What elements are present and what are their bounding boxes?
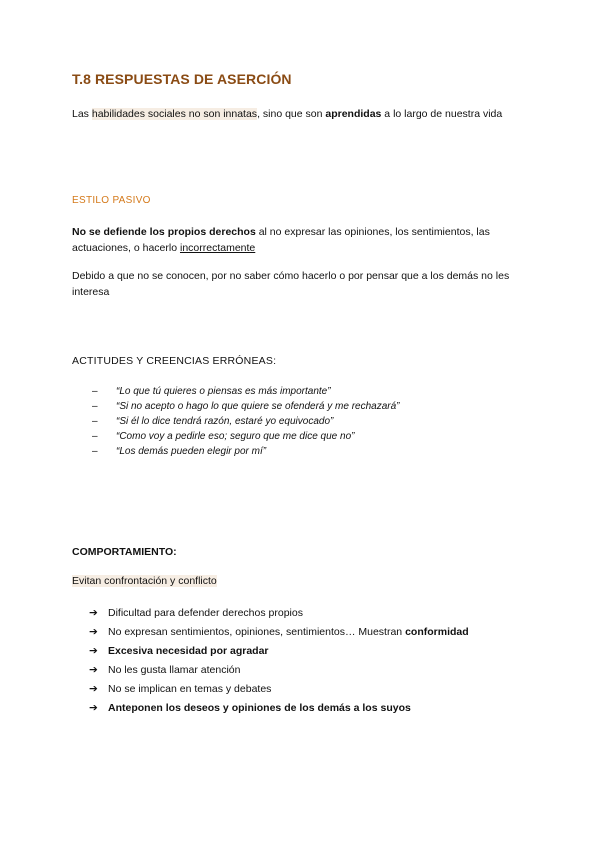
behavior-text: No les gusta llamar atención (108, 664, 241, 676)
attitude-quote: “Si él lo dice tendrá razón, estaré yo equivocado” (116, 416, 334, 427)
behavior-list (89, 604, 469, 718)
attitudes-list (92, 384, 400, 459)
attitude-quote: “Como voy a pedirle eso; seguro que me dice que no” (116, 431, 355, 442)
arrow-icon: ➔ (89, 683, 98, 695)
behavior-heading: COMPORTAMIENTO: (72, 546, 177, 558)
list-item (89, 604, 469, 623)
section-title: ESTILO PASIVO (72, 195, 151, 206)
list-item (92, 414, 400, 429)
intro-highlight: habilidades sociales no son innatas (91, 108, 258, 120)
dash-marker: – (92, 431, 98, 442)
behavior-text: No se implican en temas y debates (108, 683, 272, 695)
definition-underlined: incorrectamente (179, 242, 256, 254)
arrow-icon: ➔ (89, 607, 98, 619)
intro-paragraph (72, 108, 502, 120)
intro-pre: Las (72, 108, 92, 120)
list-item (92, 444, 400, 459)
attitude-quote: “Los demás pueden elegir por mí” (116, 446, 267, 457)
intro-bold: aprendidas (325, 108, 382, 120)
arrow-icon: ➔ (89, 702, 98, 714)
definition-paragraph (72, 224, 532, 256)
dash-marker: – (92, 401, 98, 412)
attitudes-heading: ACTITUDES Y CREENCIAS ERRÓNEAS: (72, 355, 277, 367)
arrow-icon: ➔ (89, 645, 98, 657)
dash-marker: – (92, 416, 98, 427)
behavior-bold: conformidad (405, 626, 469, 638)
list-item (92, 399, 400, 414)
arrow-icon: ➔ (89, 626, 98, 638)
list-item (89, 661, 469, 680)
list-item (92, 384, 400, 399)
behavior-bold: Anteponen los deseos y opiniones de los demás a los suyos (108, 702, 411, 714)
list-item (89, 699, 469, 718)
list-item (92, 429, 400, 444)
attitude-quote: “Lo que tú quieres o piensas es más importante” (116, 386, 331, 397)
behavior-text: No expresan sentimientos, opiniones, sentimientos… Muestran (108, 626, 406, 638)
intro-mid: , sino que son (257, 108, 326, 120)
behavior-bold: Excesiva necesidad por agradar (108, 645, 269, 657)
list-item (89, 642, 469, 661)
behavior-subheading (72, 575, 217, 587)
dash-marker: – (92, 386, 98, 397)
list-item (89, 680, 469, 699)
list-item (89, 623, 469, 642)
cause-paragraph: Debido a que no se conocen, por no saber cómo hacerlo o por pensar que a los demás no les interesa (72, 270, 510, 298)
page-title: T.8 RESPUESTAS DE ASERCIÓN (72, 71, 292, 87)
behavior-subheading-text: Evitan confrontación y conflicto (72, 575, 217, 587)
dash-marker: – (92, 446, 98, 457)
behavior-text: Dificultad para defender derechos propios (108, 607, 303, 619)
arrow-icon: ➔ (89, 664, 98, 676)
intro-post: a lo largo de nuestra vida (381, 108, 503, 120)
definition-text: al no expresar las opiniones, los sentimientos, las actuaciones, o hacerlo (72, 226, 490, 254)
definition-bold: No se defiende los propios derechos (72, 226, 256, 238)
attitude-quote: “Si no acepto o hago lo que quiere se ofenderá y me rechazará” (116, 401, 400, 412)
